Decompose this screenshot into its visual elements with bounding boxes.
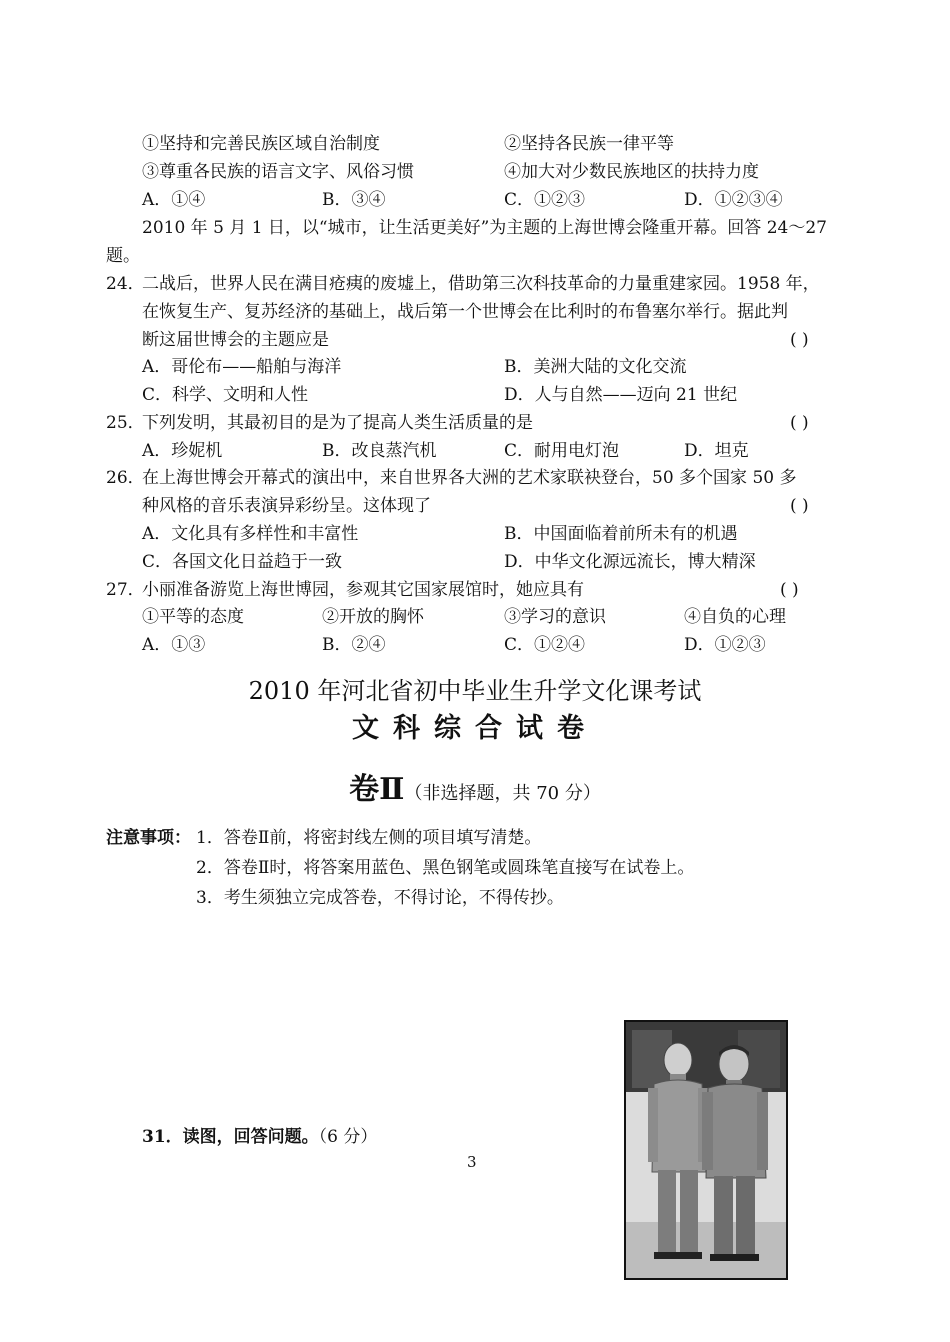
prev-choice-a: A．①④: [142, 190, 206, 210]
q24-line-1: 二战后，世界人民在满目疮痍的废墟上，借助第三次科技革命的力量重建家园。1958 年，: [142, 274, 820, 294]
q27-choice-d: D．①②③: [684, 635, 766, 655]
q26-choice-a: A．文化具有多样性和丰富性: [142, 524, 359, 544]
q31-prompt: [142, 1127, 377, 1147]
q24-choice-c: C．科学、文明和人性: [142, 385, 309, 405]
q25-number: 25．: [106, 413, 145, 433]
q24-choice-b: B．美洲大陆的文化交流: [504, 357, 687, 377]
prev-option-2: ②坚持各民族一律平等: [504, 134, 674, 154]
q27-answer-paren[interactable]: ( ): [780, 580, 799, 600]
intro-line-1: 2010 年 5 月 1 日，以“城市，让生活更美好”为主题的上海世博会隆重开幕。回答 24～27: [142, 218, 827, 238]
q26-answer-paren[interactable]: ( ): [790, 496, 809, 516]
q27-number: 27．: [106, 580, 145, 600]
page-number: 3: [467, 1153, 477, 1171]
intro-line-2: 题。: [106, 246, 140, 266]
q27-option-3: ③学习的意识: [504, 607, 606, 627]
q27-option-1: ①平等的态度: [142, 607, 244, 627]
section-detail: （非选择题，共 70 分）: [404, 783, 601, 804]
prev-choice-b: B．③④: [322, 190, 386, 210]
q27-choice-b: B．②④: [322, 635, 386, 655]
q31-score: （6 分）: [318, 1127, 378, 1147]
q27-option-4: ④自负的心理: [684, 607, 786, 627]
notice-item-3: 3．考生须独立完成答卷，不得讨论，不得传抄。: [196, 888, 564, 908]
paper-title: 文科综合试卷: [352, 713, 598, 744]
q27-line-1: 小丽准备游览上海世博园，参观其它国家展馆时，她应具有: [142, 580, 584, 600]
q27-choice-a: A．①③: [142, 635, 206, 655]
q25-answer-paren[interactable]: ( ): [790, 413, 809, 433]
q25-choice-d: D．坦克: [684, 441, 749, 461]
notice-label: 注意事项：: [106, 828, 191, 848]
q27-choice-c: C．①②④: [504, 635, 586, 655]
q24-number: 24．: [106, 274, 145, 294]
q26-choice-b: B．中国面临着前所未有的机遇: [504, 524, 738, 544]
q25-choice-c: C．耐用电灯泡: [504, 441, 620, 461]
notice-item-1: 1．答卷Ⅱ前，将密封线左侧的项目填写清楚。: [196, 828, 542, 848]
q26-choice-d: D．中华文化源远流长，博大精深: [504, 552, 756, 572]
notice-item-2: 2．答卷Ⅱ时，将答案用蓝色、黑色钢笔或圆珠笔直接写在试卷上。: [196, 858, 695, 878]
q26-number: 26．: [106, 468, 145, 488]
q26-choice-c: C．各国文化日益趋于一致: [142, 552, 343, 572]
q31-text: 31．读图，回答问题。: [142, 1127, 319, 1147]
q25-choice-a: A．珍妮机: [142, 441, 223, 461]
q24-line-3: 断这届世博会的主题应是: [142, 330, 329, 350]
q25-choice-b: B．改良蒸汽机: [322, 441, 437, 461]
q24-answer-paren[interactable]: ( ): [790, 330, 809, 350]
q27-option-2: ②开放的胸怀: [322, 607, 424, 627]
q24-line-2: 在恢复生产、复苏经济的基础上，战后第一个世博会在比利时的布鲁塞尔举行。据此判: [142, 302, 788, 322]
q25-line-1: 下列发明，其最初目的是为了提高人类生活质量的是: [142, 413, 533, 433]
prev-option-3: ③尊重各民族的语言文字、风俗习惯: [142, 162, 414, 182]
q26-line-2: 种风格的音乐表演异彩纷呈。这体现了: [142, 496, 431, 516]
prev-option-1: ①坚持和完善民族区域自治制度: [142, 134, 380, 154]
q26-line-1: 在上海世博会开幕式的演出中，来自世界各大洲的艺术家联袂登台，50 多个国家 50 多: [142, 468, 797, 488]
photo-illustration: [626, 1022, 786, 1278]
historical-photo: [624, 1020, 788, 1280]
prev-choice-c: C．①②③: [504, 190, 586, 210]
section-heading: [0, 764, 950, 808]
section-name: 卷Ⅱ: [349, 772, 405, 807]
prev-choice-d: D．①②③④: [684, 190, 783, 210]
prev-option-4: ④加大对少数民族地区的扶持力度: [504, 162, 759, 182]
q24-choice-d: D．人与自然——迈向 21 世纪: [504, 385, 738, 405]
q24-choice-a: A．哥伦布——船舶与海洋: [142, 357, 342, 377]
exam-title: 2010 年河北省初中毕业生升学文化课考试: [248, 677, 702, 705]
